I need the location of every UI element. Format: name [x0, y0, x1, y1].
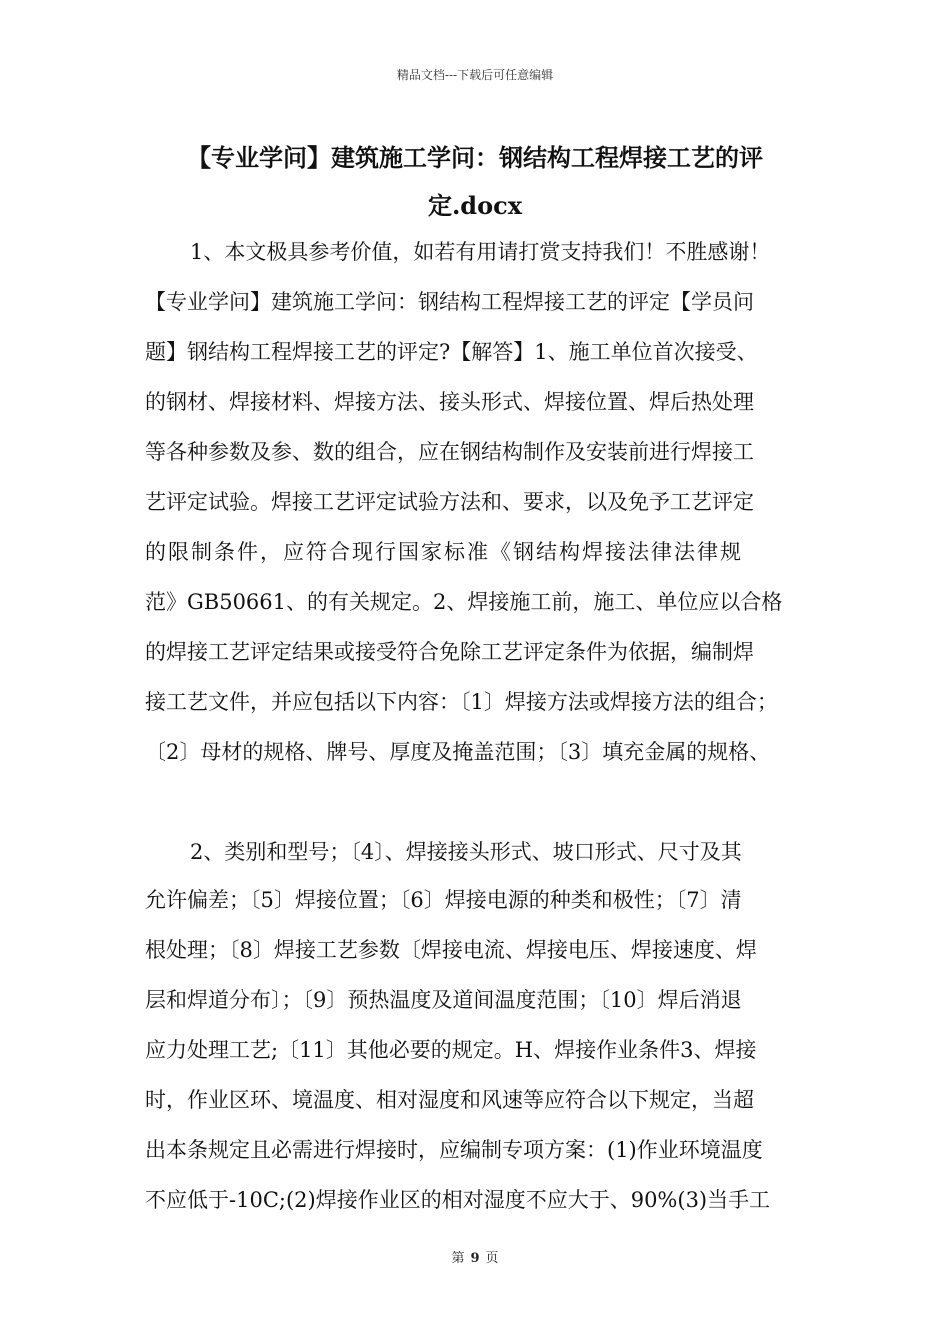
body-line: 【专业学问】建筑施工学问：钢结构工程焊接工艺的评定【学员问	[145, 290, 754, 314]
body-line: 1、本文极具参考价值，如若有用请打赏支持我们！不胜感谢！	[190, 240, 771, 264]
footer-suffix: 页	[485, 1251, 499, 1266]
body-line: 的焊接工艺评定结果或接受符合免除工艺评定条件为依据，编制焊	[145, 640, 754, 664]
body-line: 应力处理工艺;〔11〕其他必要的规定。H、焊接作业条件3、焊接	[145, 1038, 757, 1062]
body-line: 时，作业区环、境温度、相对湿度和风速等应符合以下规定，当超	[145, 1088, 754, 1112]
body-line: 的限制条件，应符合现行国家标准《钢结构焊接法律法律规	[145, 540, 743, 564]
header-note: 精品文档---下载后可任意编辑	[396, 68, 554, 82]
body-line: 题】钢结构工程焊接工艺的评定?【解答】1、施工单位首次接受、	[145, 340, 758, 364]
footer-prefix: 第	[451, 1251, 465, 1266]
body-line: 不应低于-10C;(2)焊接作业区的相对湿度不应大于、90%(3)当手工	[145, 1188, 771, 1212]
body-line: 接工艺文件，并应包括以下内容：〔1〕焊接方法或焊接方法的组合；	[145, 690, 778, 714]
body-line: 出本条规定且必需进行焊接时，应编制专项方案：(1)作业环境温度	[145, 1138, 763, 1162]
body-line: 层和焊道分布〕；〔9〕预热温度及道间温度范围；〔10〕焊后消退	[145, 988, 742, 1012]
page-number: 9	[470, 1251, 480, 1266]
body-line: 2、类别和型号；〔4〕、焊接接头形式、坡口形式、尺寸及其	[190, 840, 742, 864]
body-line: 允许偏差；〔5〕焊接位置；〔6〕焊接电源的种类和极性；〔7〕清	[145, 888, 742, 912]
body-line: 等各种参数及参、数的组合，应在钢结构制作及安装前进行焊接工	[145, 440, 754, 464]
body-line: 的钢材、焊接材料、焊接方法、接头形式、焊接位置、焊后热处理	[145, 390, 754, 414]
body-line: 艺评定试验。焊接工艺评定试验方法和、要求，以及免予工艺评定	[145, 490, 754, 514]
body-line: 根处理；〔8〕焊接工艺参数〔焊接电流、焊接电压、焊接速度、焊	[145, 938, 757, 962]
document-title-line-1: 【专业学问】建筑施工学问：钢结构工程焊接工艺的评	[187, 143, 763, 172]
body-line: 〔2〕母材的规格、牌号、厚度及掩盖范围；〔3〕填充金属的规格、	[145, 740, 771, 764]
document-title-line-2: 定.docx	[427, 191, 523, 220]
body-line: 范》GB50661、的有关规定。2、焊接施工前，施工、单位应以合格	[145, 590, 783, 614]
page-footer	[0, 1247, 950, 1266]
